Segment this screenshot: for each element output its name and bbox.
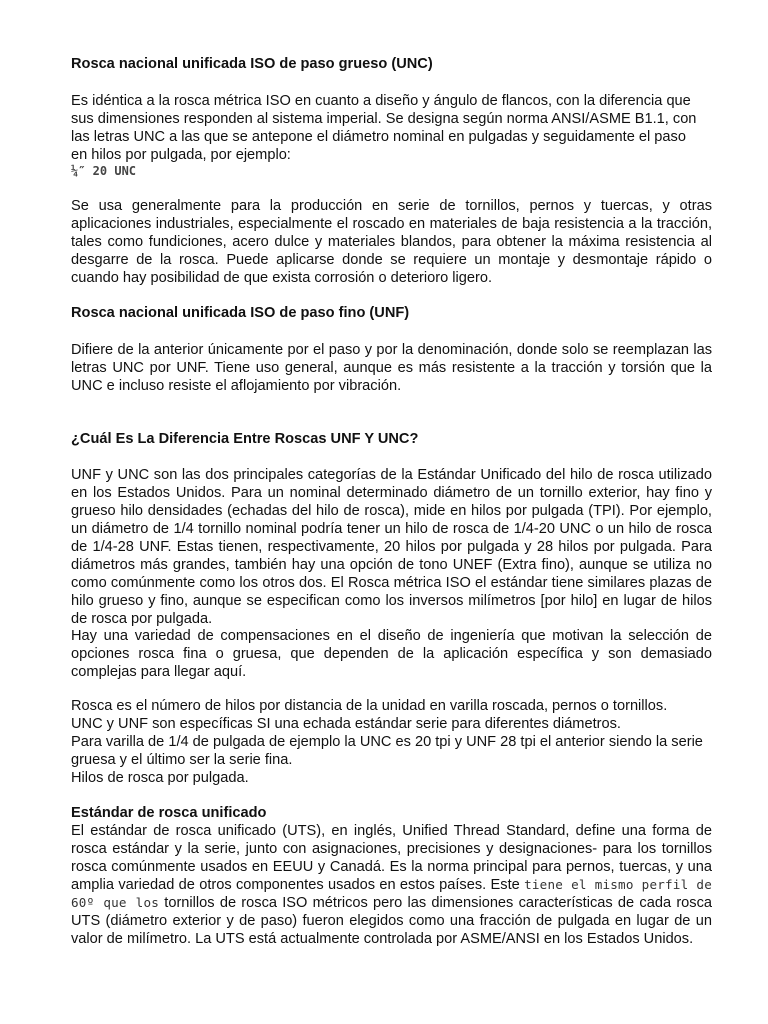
paragraph-difference-2: Hay una variedad de compensaciones en el diseño de ingeniería que motivan la selección de opciones rosca fina o gruesa, que dependen de la aplicación específica y son demasiado complejas para llegar aquí. — [71, 628, 712, 680]
paragraph-unc-usage: Se usa generalmente para la producción en serie de tornillos, pernos y tuercas, y otras aplicaciones industriales, especialmente el roscado en materiales de baja resistencia a la tracción, tales como fundiciones, acero dulce y materiales blandos, para obtener la máxima resistencia al desgarre de la rosca. Puede aplicarse donde se requiere un montaje y desmontaje rápido o cuando hay posibilidad de que exista corrosión o deterioro ligero. — [71, 198, 712, 286]
uts-mono-text: tiene el mismo perfil de 60º que los — [71, 877, 712, 910]
paragraph-difference-1: UNF y UNC son las dos principales categorías de la Estándar Unificado del hilo de rosca utilizado en los Estados Unidos. Para un nominal determinado diámetro de un tornillo exterior, hay fino y grueso hilo densidades (echadas del hilo de rosca), mide en hilos por pulgada (TPI). Por ejemplo, un diámetro de 1/4 tornillo nominal podría tener un hilo de rosca de 1/4-20 UNC o un hilo de rosca de 1/4-28 UNF. Estas tienen, respectivamente, 20 hilos por pulgada y 28 hilos por pulgada. Para diámetros más grandes, también hay una opción de tono UNEF (Extra fino), aunque se utiliza no como comúnmente como los otros dos. El Rosca métrica ISO el estándar tiene similares plazas de hilo grueso y fino, aunque se especifican como los inversos milímetros [por hilo] en lugar de hilos de rosca por pulgada. — [71, 467, 712, 627]
heading-difference: ¿Cuál Es La Diferencia Entre Roscas UNF Y UNC? — [71, 431, 419, 447]
difference-line-2: UNC y UNF son específicas SI una echada estándar serie para diferentes diámetros. — [71, 716, 621, 732]
unc-example: ¼″ 20 UNC — [71, 164, 137, 178]
unc-intro-line-4: en hilos por pulgada, por ejemplo: — [71, 147, 291, 163]
uts-text-part-2: tornillos de rosca ISO métricos pero las dimensiones características de cada rosca UTS (diámetro exterior y de paso) fueron elegidos como una fracción de pulgada en lugar de un valor de milímetro. La UTS está actualmente controlada por ASME/ANSI en los Estados Unidos. — [71, 895, 713, 947]
uts-text-part-1: El estándar de rosca unificado (UTS), en inglés, Unified Thread Standard, define una forma de rosca estándar y la serie, junto con asignaciones, precisiones y designaciones- para los tornillos rosca comúnmente usados en EEUU y Canadá. Es la norma principal para pernos, tuercas, y una amplia variedad de otros componentes usados en estos países. Este — [71, 823, 712, 893]
paragraph-unf: Difiere de la anterior únicamente por el paso y por la denominación, donde solo se reemplazan las letras UNC por UNF. Tiene uso general, aunque es más resistente a la tracción y torsión que la UNC e incluso resiste el aflojamiento por vibración. — [71, 342, 712, 394]
paragraph-difference-3 — [71, 697, 712, 787]
unc-intro-line-3: las letras UNC a las que se antepone el diámetro nominal en pulgadas y seguidamente el paso — [71, 129, 686, 145]
difference-line-1: Rosca es el número de hilos por distancia de la unidad en varilla roscada, pernos o tornillos. — [71, 698, 668, 714]
unc-intro-line-2: sus dimensiones responden al sistema imperial. Se designa según norma ANSI/ASME B1.1, con — [71, 111, 697, 127]
difference-line-3: Para varilla de 1/4 de pulgada de ejemplo la UNC es 20 tpi y UNF 28 tpi el anterior siendo la serie gruesa y el último ser la serie fina. — [71, 734, 703, 768]
paragraph-uts — [71, 822, 712, 948]
unc-intro-line-1: Es idéntica a la rosca métrica ISO en cuanto a diseño y ángulo de flancos, con la diferencia que — [71, 93, 691, 109]
difference-line-4: Hilos de rosca por pulgada. — [71, 770, 249, 786]
heading-unf: Rosca nacional unificada ISO de paso fino (UNF) — [71, 305, 410, 321]
paragraph-unc-intro — [71, 92, 712, 164]
heading-unc: Rosca nacional unificada ISO de paso grueso (UNC) — [71, 56, 433, 72]
heading-uts: Estándar de rosca unificado — [71, 805, 267, 821]
